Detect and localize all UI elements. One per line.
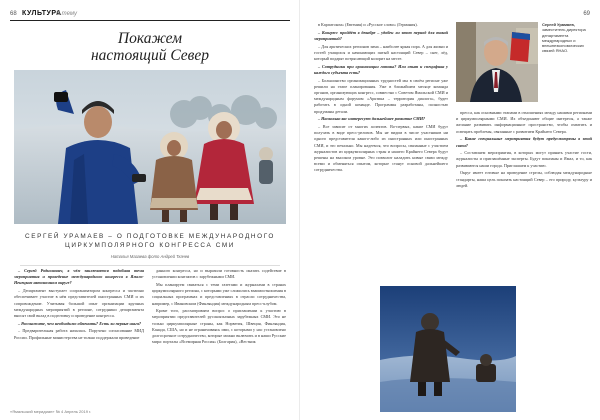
interview-question: – Сотрудники при организации готовы? Или опыт и специфика у каждого субъекта есть?: [314, 63, 448, 75]
main-photo: [14, 70, 286, 224]
header-rule: [10, 20, 290, 21]
body-separator: [20, 265, 280, 266]
article-title: [60, 30, 240, 64]
interview-question: – Сергей Родионович, в чём заключается подобная тема мероприятия и проведение международного конгресса в Ямало-Ненецком автономном округе?: [14, 268, 144, 286]
title-line-1: Покажем: [117, 30, 183, 47]
magazine-footer: «Ямальский меридиан» № 4 Апрель 2019 г.: [10, 409, 92, 414]
portrait-caption: [542, 22, 592, 54]
caption-text: заместитель директора департамента международных и внешнеэкономических связей ЯНАО.: [542, 27, 586, 54]
interview-answer: пресса, как основными этапами в отношениях между нашими регионами и циркумполярными СМИ. Их объединяют общие интересы, а также желание развивать информационное пространство, чтобы охватить и освещать проблемы, связанные с развитием Крайнего Севера.: [456, 110, 592, 134]
left-column-1: [14, 268, 144, 406]
interview-answer: – Предварительная работа началась. Поручено согласование МИД России. Профильные министерства не только поддержали проведение: [14, 328, 144, 340]
article-byline: Наталья Мазаева фото Андрей Ткачев: [110, 254, 190, 259]
left-column-2: [152, 268, 286, 406]
caption-name: Сергей Урамаев,: [542, 22, 575, 27]
official-portrait-illustration: [456, 22, 538, 102]
interview-answer: – Составляем мероприятия, в которых могут принять участие гости, журналисты и приглашённые эксперты. Будут показаны и Ямал, и то, как развиваются наши города. Приглашаем к участию.: [456, 150, 592, 168]
page-number-left: 68: [10, 11, 17, 17]
right-column-2: [456, 110, 592, 282]
interview-question: – Насколько вас интересует дальнейшее развитие СМИ?: [318, 116, 426, 122]
official-portrait-photo: [456, 22, 538, 102]
north-landscape-photo: [380, 286, 516, 412]
interview-answer: – Большинство организационных трудностей мы в своём регионе уже решили на этапе планирования. Уже в ближайшем месяце команда органов, организующих конгресс, совместно с Советом Ямальской СМИ и международным форумом «Арктика – территория диалога», будет работать в одной команде. Программы разработаны, полностью продуманы детали.: [314, 77, 448, 114]
interview-answer: Мы планируем связаться с теми газетами и журналами в странах циркумполярного региона, с которыми уже сложились взаимоотношения в социальных программах и представлениях в отрасли сотрудничества, например, с Ивановским (Финляндия) международным пресс-клубом.: [152, 281, 286, 306]
interview-answer: данного конгресса, но и выразили готовность оказать содействие в установлении контактов с зарубежными СМИ.: [152, 268, 286, 280]
interview-answer: – Для арктических регионов зима – наиболее яркая пора. А для жизни и гостей учащихся и начинающих пятый настоящий Север – снег, лёд, который подарят потрясающий колорит на месте.: [314, 43, 448, 62]
interview-answer: – Все зависит от многих аспектов. Во-первых, какие СМИ будут получать в виде пресс-релизов. Мы не видим в числе участников ни одного представителя какого-либо из иностранных или иностранных СМИ, и это печально. Мы надеемся, что вопросы, связанные с участием журналистов из циркумполярных стран и нашего Крайнего Севера будут решены на высоком уровне. Это позволит наладить новые связи между всеми и обменяться опытом, которые станут основой дальнейшего сотрудничества.: [314, 124, 448, 173]
main-photo-illustration: [14, 70, 286, 224]
interview-answer: Округ имеет готовые на проведение стрелы, соблюдая международные стандарты, наша цель показать настоящий Север – его природу, культуру и людей.: [456, 170, 592, 188]
interview-answer: – Департамент выступает соорганизатором конгресса и частично обеспечивает участие в нём представителей иностранных СМИ и их сопровождение. Учитывая большой опыт организации крупных международных мероприятий в регионе, сотрудники департамента вносят свой вклад в подготовку и проведение конгресса.: [14, 288, 144, 318]
page-header: [10, 10, 290, 20]
interview-answer: Кроме того, рассматриваем вопрос о приглашении к участию в мероприятии представителей русскоязычных зарубежных СМИ. Это не только циркумполярные страны, как Норвегия, Швеция, Финляндия, Канада, США, но и не ограничиваясь ими, с которыми у нас установлено долгосрочное сотрудничество, которые можно включить и в наши Русские мира: порталы «Всемирная Россия» (Болгария), «Вестник: [152, 308, 286, 345]
north-landscape-illustration: [380, 286, 516, 412]
section-name: КУЛЬТУРА: [22, 10, 62, 17]
title-line-2: настоящий Север: [90, 47, 210, 64]
interview-question: – Какие специальные мероприятия будут предусмотрены в этой связи?: [456, 136, 592, 148]
interview-question: – Расскажите, чем необходимо обменить? Есть ли первые шаги?: [18, 320, 142, 326]
interview-answer: в Карпатском» (Евгения) и «Русское слово» (Германия).: [318, 22, 418, 27]
article-subtitle: СЕРГЕЙ УРАМАЕВ – О ПОДГОТОВКЕ МЕЖДУНАРОДНОГО ЦИРКУМПОЛЯРНОГО КОНГРЕССА СМИ: [25, 233, 275, 249]
page-number-right: 69: [583, 11, 590, 17]
background-figure: [259, 147, 273, 184]
interview-question: – Конгресс пройдёт в декабре – удобен ли этот период для такой мероприятий?: [314, 29, 448, 41]
section-subtitle: В тему: [56, 11, 77, 17]
